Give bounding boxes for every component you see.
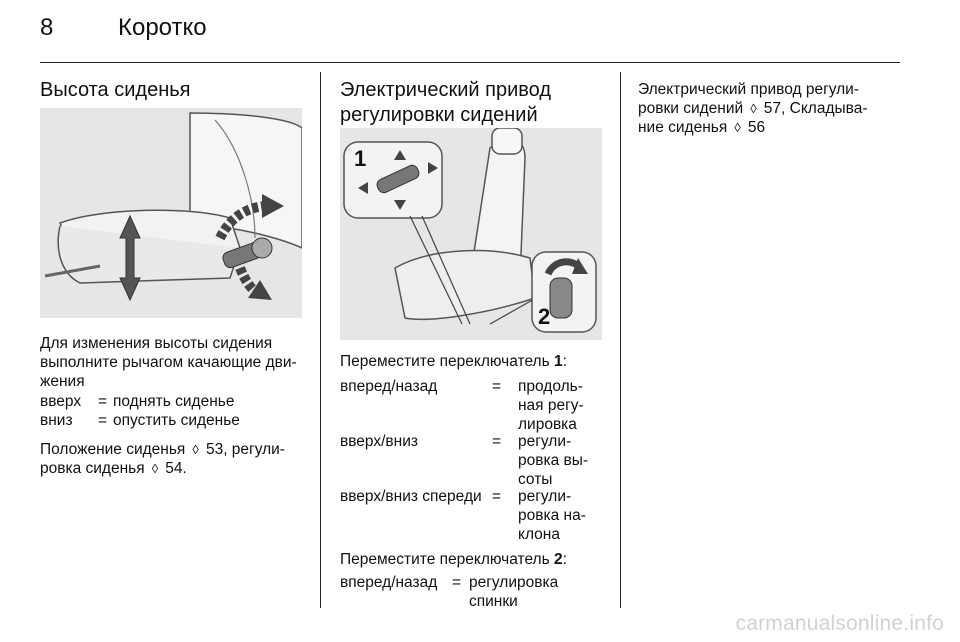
def-line: клона [518, 526, 560, 543]
column-divider-1 [320, 72, 321, 608]
def-up-down [518, 432, 588, 489]
switch-2-intro [340, 550, 567, 569]
def-line: лировка [518, 416, 577, 433]
def-line: продоль- [518, 378, 583, 395]
seat-reference [40, 440, 310, 478]
column-divider-2 [620, 72, 621, 608]
eq-up: = [98, 393, 108, 410]
term-forward-back: вперед/назад [340, 378, 438, 395]
ref-page-2[interactable]: 54. [160, 460, 187, 477]
def-line: соты [518, 471, 553, 488]
switch-2-number: 2 [554, 551, 563, 568]
switch-2-colon: : [562, 551, 567, 568]
ref-text-1: Положение сиденья [40, 441, 186, 458]
page-number: 8 [40, 14, 54, 41]
switch-1-text: Переместите переключатель [340, 353, 554, 370]
xref-text-3: ние сиденья [638, 119, 728, 136]
ref-page-1[interactable]: 53, регули- [201, 441, 285, 458]
switch-1-colon: : [562, 353, 567, 370]
term-up-down: вверх/вниз [340, 433, 418, 450]
switch-1-intro [340, 352, 567, 371]
eq-forward-back: = [492, 378, 502, 395]
table-row-up [40, 392, 81, 411]
eq-up-down-front: = [492, 488, 502, 505]
def-up: поднять сиденье [113, 393, 235, 410]
eq-up-down: = [492, 433, 502, 450]
switch-1-number: 1 [554, 353, 563, 370]
def-line: регули- [518, 433, 572, 450]
xref-page-56[interactable]: 56 [743, 119, 766, 136]
def-down: опустить сиденье [113, 412, 240, 429]
page-ref-icon: ◊ [192, 442, 199, 457]
def-line: ная регу- [518, 397, 584, 414]
def-line: регулировка [469, 574, 559, 591]
header-rule [40, 62, 900, 63]
eq-forward-back-2: = [452, 574, 462, 591]
def-up-down-front [518, 487, 586, 544]
def-line: ровка на- [518, 507, 586, 524]
xref-page-57[interactable]: 57, Складыва- [759, 100, 868, 117]
def-line: регули- [518, 488, 572, 505]
def-line: спинки [469, 593, 518, 610]
ref-text-2: ровка сиденья [40, 460, 145, 477]
seat-height-illustration [40, 108, 302, 318]
callout-label-1: 1 [354, 146, 367, 171]
eq-down: = [98, 412, 108, 429]
xref-line-1: Электрический привод регули- [638, 81, 860, 98]
def-forward-back [518, 377, 584, 434]
term-up-down-front: вверх/вниз спереди [340, 488, 482, 505]
def-backrest [469, 573, 558, 611]
term-up: вверх [40, 393, 82, 410]
intro-line-3: жения [40, 373, 85, 390]
def-line: ровка вы- [518, 452, 589, 469]
intro-line-1: Для изменения высоты сидения [40, 335, 273, 352]
page-ref-icon: ◊ [151, 461, 159, 476]
page-ref-icon: ◊ [750, 101, 757, 116]
intro-line-2: выполните рычагом качающие дви- [40, 354, 297, 371]
electric-seat-illustration [340, 128, 602, 340]
callout-label-2: 2 [538, 304, 551, 329]
section-heading-electric-1: Электрический привод [340, 79, 552, 101]
section-heading-seat-height: Высота сиденья [40, 79, 191, 101]
page-ref-icon: ◊ [734, 120, 741, 135]
watermark: carmanualsonline.info [735, 612, 944, 635]
term-down: вниз [40, 412, 73, 429]
term-forward-back-2: вперед/назад [340, 574, 438, 591]
page-title: Коротко [118, 14, 207, 41]
section-heading-electric-2: регулировки сидений [340, 104, 538, 126]
xref-text-2: ровки сидений [638, 100, 744, 117]
cross-reference [638, 80, 900, 137]
switch-2-text: Переместите переключатель [340, 551, 554, 568]
